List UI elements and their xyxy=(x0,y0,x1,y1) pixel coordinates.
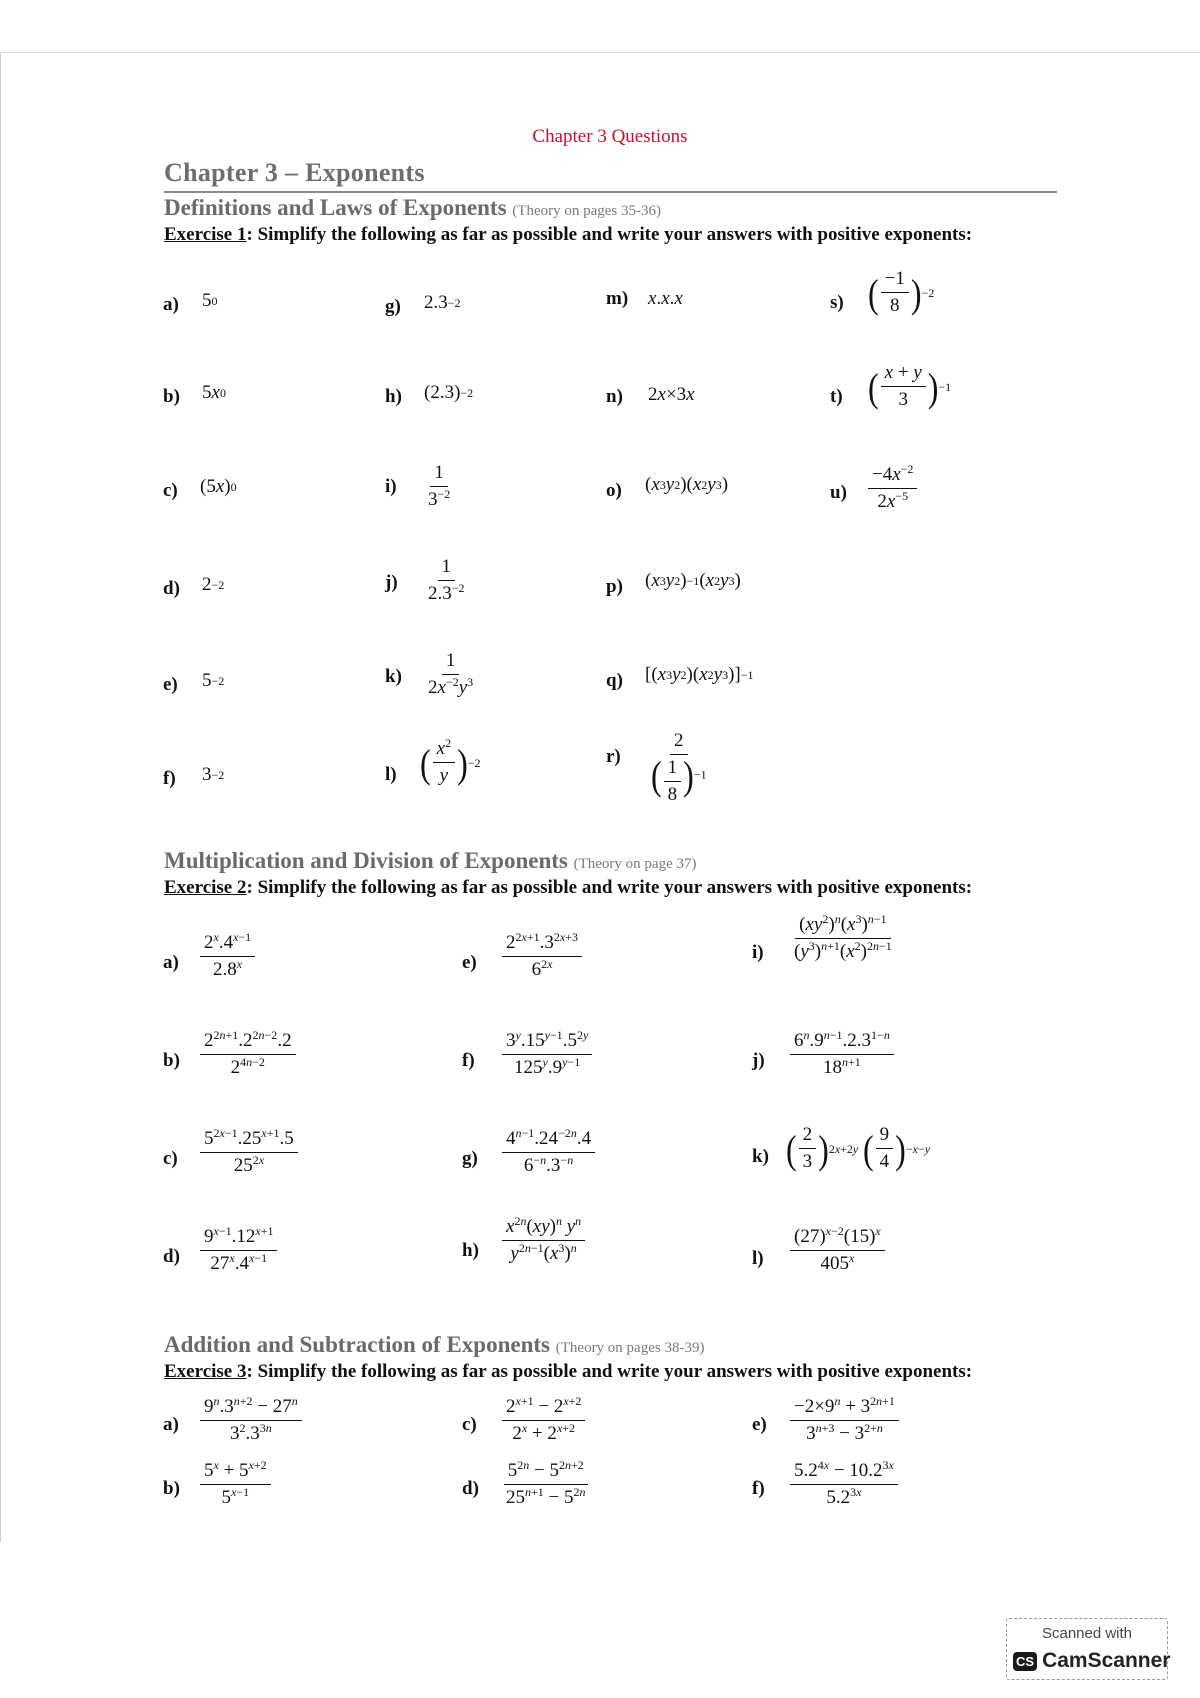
question-label: c) xyxy=(163,480,178,501)
question-label: d) xyxy=(163,1246,180,1267)
section-heading-multiplication xyxy=(164,848,696,874)
question-label: j) xyxy=(752,1050,765,1071)
math-expression: ( $\frac{x + y}{3}$ ) −1 xyxy=(868,362,952,410)
question-label: e) xyxy=(163,674,178,695)
math-expression: $\frac{2^{2x+1}.3^{2x+3}}{6^{2x}}$ xyxy=(500,932,584,981)
math-expression: $\frac{9^{x-1}.12^{x+1}}{27^x.4^{x-1}}$ xyxy=(198,1226,279,1275)
math-expression: $\frac{1}{3^{-2}}$ xyxy=(428,462,451,510)
math-expression: (5 x ) 0 xyxy=(200,476,237,497)
math-expression: 2 x ×3 x xyxy=(648,384,695,405)
question-label: q) xyxy=(606,670,623,691)
math-expression: $\frac{1}{2.3^{-2}}$ xyxy=(428,556,465,604)
math-expression: $\frac{4^{n-1}.24^{-2n}.4}{6^{-n}.3^{-n}}$ xyxy=(500,1128,597,1177)
question-label: i) xyxy=(752,942,764,963)
question-label: m) xyxy=(606,288,629,309)
question-label: i) xyxy=(385,476,397,497)
math-expression: $\frac{x^{2n}(xy)^n y^n}{y^{2n-1}(x^3)^n}$ xyxy=(500,1216,587,1265)
watermark-brand xyxy=(1013,1649,1170,1673)
section-title: Multiplication and Division of Exponents xyxy=(164,848,568,873)
question-label: c) xyxy=(163,1148,178,1169)
chapter-title: Chapter 3 – Exponents xyxy=(164,158,425,187)
math-expression: ( $\frac{-1}{8}$ ) −2 xyxy=(868,268,935,316)
question-label: c) xyxy=(462,1414,477,1435)
exercise-label: Exercise 1 xyxy=(164,224,247,245)
question-label: t) xyxy=(830,386,843,407)
camscanner-logo-icon: CS xyxy=(1013,1652,1037,1671)
exercise-text: : Simplify the following as far as possible and write your answers with positive exponents: xyxy=(246,877,973,898)
exercise-3-instruction xyxy=(164,1361,972,1383)
math-expression: (2.3) −2 xyxy=(424,382,474,403)
question-label: b) xyxy=(163,386,180,407)
math-expression: 5 0 xyxy=(202,290,218,311)
math-expression: $\frac{2^{x+1} - 2^{x+2}}{2^x + 2^{x+2}}$ xyxy=(500,1396,587,1445)
math-expression: x . x . x xyxy=(648,288,683,309)
chapter-title-rule xyxy=(164,191,1057,193)
question-label: d) xyxy=(462,1478,479,1499)
math-expression: $\frac{5^{2n} - 5^{2n+2}}{25^{n+1} - 5^{2n}}$ xyxy=(500,1460,592,1509)
question-label: s) xyxy=(830,292,844,313)
question-label: a) xyxy=(163,952,179,973)
question-label: a) xyxy=(163,1414,179,1435)
math-expression: $\frac{5^{2x-1}.25^{x+1}.5}{25^{2x}}$ xyxy=(198,1128,300,1177)
exercise-1-instruction xyxy=(164,224,972,246)
question-label: o) xyxy=(606,480,622,501)
exercise-text: : Simplify the following as far as possible and write your answers with positive exponents: xyxy=(246,224,973,245)
watermark-caption: Scanned with xyxy=(1041,1625,1133,1642)
question-label: e) xyxy=(752,1414,767,1435)
section-heading-definitions xyxy=(164,195,661,221)
section-heading-addition xyxy=(164,1332,704,1358)
math-expression: ( $\frac{x^2}{y}$ ) −2 xyxy=(420,735,481,786)
math-expression: $\frac{-4x^{-2}}{2x^{-5}}$ xyxy=(866,464,919,513)
question-label: r) xyxy=(606,746,621,767)
math-expression: $\frac{6^n.9^{n-1}.2.3^{1-n}}{18^{n+1}}$ xyxy=(788,1030,896,1079)
question-label: d) xyxy=(163,578,180,599)
math-expression: ( $\frac{2}{3}$ ) 2x+2y ( $\frac{9}{4}$ ) −x−y xyxy=(786,1124,931,1172)
math-expression: $\frac{-2\times 9^n + 3^{2n+1}}{3^{n+3} - 3^{2+n}}$ xyxy=(788,1396,901,1445)
question-label: k) xyxy=(385,666,402,687)
math-expression: $\frac{3^y.15^{y-1}.5^{2y}}{125^y.9^{y-1}}$ xyxy=(500,1030,594,1079)
question-label: b) xyxy=(163,1050,180,1071)
question-label: h) xyxy=(462,1240,479,1261)
theory-reference: (Theory on page 37) xyxy=(573,856,697,872)
math-expression: 2.3 −2 xyxy=(424,292,461,313)
camscanner-watermark xyxy=(1006,1618,1171,1680)
question-label: f) xyxy=(752,1478,765,1499)
question-label: l) xyxy=(385,764,397,785)
question-label: b) xyxy=(163,1478,180,1499)
question-label: f) xyxy=(462,1050,475,1071)
theory-reference: (Theory on pages 38-39) xyxy=(555,1340,705,1356)
math-expression: ( x 3 y 2 )( x 2 y 3 ) xyxy=(645,474,729,495)
math-expression: 5 −2 xyxy=(202,670,225,691)
question-label: n) xyxy=(606,386,623,407)
math-expression: 2 ( $\frac{1}{8}$ )$^{-1}$ xyxy=(651,730,707,805)
question-label: l) xyxy=(752,1248,764,1269)
page-left-border xyxy=(0,52,1,1542)
question-label: h) xyxy=(385,386,402,407)
math-expression: $\frac{2^{2n+1}.2^{2n-2}.2}{2^{4n-2}}$ xyxy=(198,1030,298,1079)
exercise-text: : Simplify the following as far as possible and write your answers with positive exponents: xyxy=(246,1361,973,1382)
math-expression: 3 −2 xyxy=(202,764,225,785)
question-label: g) xyxy=(462,1148,478,1169)
math-expression: $\frac{2^x.4^{x-1}}{2.8^x}$ xyxy=(198,932,257,981)
math-expression: ( x 3 y 2 ) −1 ( x 2 y 3 ) xyxy=(645,570,741,591)
question-label: g) xyxy=(385,296,401,317)
exercise-label: Exercise 3 xyxy=(164,1361,247,1382)
math-expression: 5 x 0 xyxy=(202,382,226,403)
math-expression: 2 −2 xyxy=(202,574,225,595)
question-label: a) xyxy=(163,294,179,315)
exercise-label: Exercise 2 xyxy=(164,877,247,898)
section-title: Definitions and Laws of Exponents xyxy=(164,195,507,220)
question-label: e) xyxy=(462,952,477,973)
question-label: f) xyxy=(163,768,176,789)
theory-reference: (Theory on pages 35-36) xyxy=(512,203,661,219)
exercise-2-instruction xyxy=(164,877,972,899)
question-label: u) xyxy=(830,482,847,503)
question-label: p) xyxy=(606,576,623,597)
watermark-brand-name: CamScanner xyxy=(1042,1649,1171,1672)
math-expression: $\frac{9^n.3^{n+2} - 27^n}{3^2.3^{3n}}$ xyxy=(198,1396,304,1445)
page-top-border xyxy=(0,52,1200,53)
question-label: k) xyxy=(752,1146,769,1167)
math-expression: $\frac{5.2^{4x} - 10.2^{3x}}{5.2^{3x}}$ xyxy=(788,1460,900,1509)
math-expression: $\frac{1}{2x^{-2}y^3}$ xyxy=(428,650,474,698)
math-expression: $\frac{5^x + 5^{x+2}}{5^{x-1}}$ xyxy=(198,1460,273,1509)
math-expression: $\frac{(xy^2)^n(x^3)^{n-1}}{(y^3)^{n+1}(x^2)^{2n-1}}$ xyxy=(794,911,892,962)
section-title: Addition and Subtraction of Exponents xyxy=(164,1332,550,1357)
math-expression: $\frac{(27)^{x-2}(15)^x}{405^x}$ xyxy=(788,1226,887,1275)
math-expression: [( x 3 y 2 )( x 2 y 3 )] −1 xyxy=(645,664,754,685)
question-label: j) xyxy=(385,572,398,593)
page-header-title: Chapter 3 Questions xyxy=(532,126,688,147)
